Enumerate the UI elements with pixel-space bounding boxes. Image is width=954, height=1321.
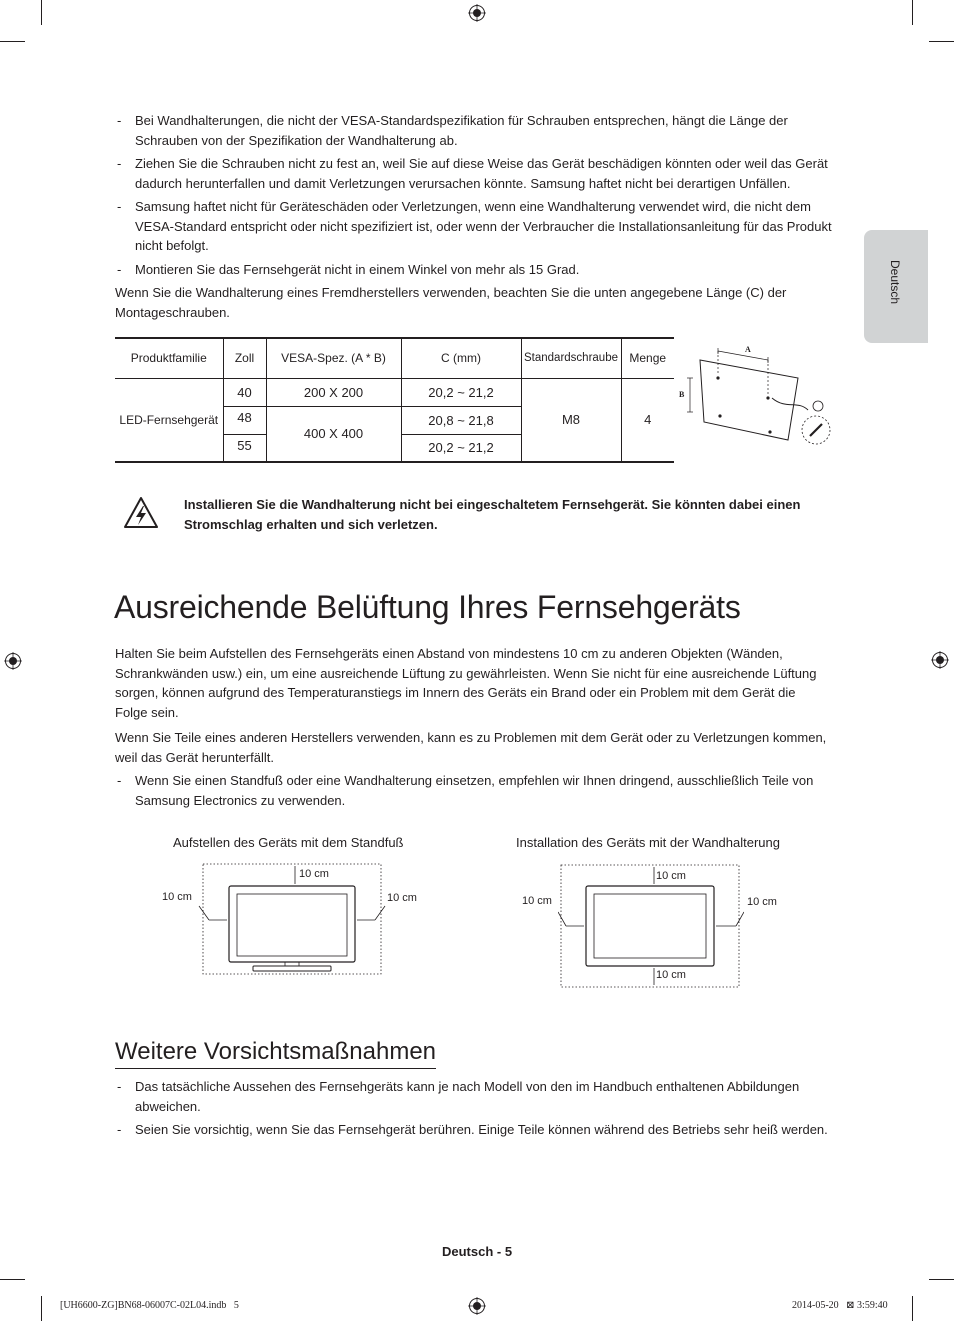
crop-mark	[0, 1279, 25, 1280]
ventilation-paragraph: Halten Sie beim Aufstellen des Fernsehgeräts einen Abstand von mindestens 10 cm zu anderen Objekten (Wänden, Schrankwänden usw.) ein, um eine ausreichende Lüftung zu gewährleisten. Wenn Sie nicht für eine ausreichende Lüftung sorgen, können aufgrund des Temperaturanstiegs im Innern des Geräts ein Brand oder ein Problem mit dem Gerät die Folge sein.	[115, 646, 817, 720]
list-item: - Das tatsächliche Aussehen des Fernsehgeräts kann je nach Modell von den im Handbuch enthaltenen Abbildungen abweichen.	[117, 1079, 800, 1114]
clearance-label-right: 10 cm	[747, 896, 777, 908]
warning-text: Installieren Sie die Wandhalterung nicht bei eingeschaltetem Fernsehgerät. Sie könnten dabei einen Stromschlag erhalten und sich verletzen.	[184, 497, 801, 532]
crop-mark	[41, 0, 42, 25]
dimension-label-b: B	[679, 390, 685, 399]
table-cell: LED-Fernsehgerät	[119, 412, 219, 427]
registration-mark-icon	[468, 4, 486, 22]
table-cell: 20,2 ~ 21,2	[401, 434, 521, 462]
list-item: - Wenn Sie einen Standfuß oder eine Wandhalterung einsetzen, empfehlen wir Ihnen dringend, ausschließlich Teile von Samsung Electronics zu verwenden.	[117, 773, 814, 808]
table-header: C (mm)	[401, 338, 521, 378]
registration-mark-icon	[4, 652, 22, 670]
precautions-bullet-list	[115, 1077, 835, 1144]
clearance-label-bottom: 10 cm	[656, 969, 686, 981]
list-item: - Bei Wandhalterungen, die nicht der VESA-Standardspezifikation für Schrauben entsprechen, hängt die Länge der Schrauben von der Spezifikation der Wandhalterung ab.	[117, 113, 788, 148]
list-item: - Montieren Sie das Fernsehgerät nicht in einem Winkel von mehr als 15 Grad.	[117, 261, 580, 277]
list-item: - Samsung haftet nicht für Geräteschäden oder Verletzungen, wenn eine Wandhalterung verwendet wird, die nicht dem VESA-Standard entspricht oder nicht spezifiziert ist, oder wenn der Verbraucher die Installationsanleitung für das Produkt nicht befolgt.	[117, 199, 832, 253]
wall-bracket-screw-diagram	[676, 340, 836, 452]
clearance-label-top: 10 cm	[656, 870, 686, 882]
crop-mark	[912, 0, 913, 25]
clearance-label-right: 10 cm	[387, 892, 417, 904]
section-title-precautions: Weitere Vorsichtsmaßnahmen	[115, 1038, 436, 1069]
wall-diagram-caption: Installation des Geräts mit der Wandhalterung	[516, 835, 780, 850]
table-cell: 55	[223, 434, 266, 462]
clearance-label-left: 10 cm	[162, 891, 192, 903]
registration-mark-icon	[468, 1297, 486, 1315]
clearance-label-left: 10 cm	[522, 895, 552, 907]
table-cell: 4	[621, 378, 674, 462]
table-header: Menge	[621, 338, 674, 378]
crop-mark	[912, 1296, 913, 1321]
crop-mark	[929, 1279, 954, 1280]
table-cell: 20,8 ~ 21,8	[401, 406, 521, 434]
table-header: Standardschraube	[521, 338, 621, 378]
wall-mount-clearance-diagram	[558, 862, 744, 990]
ventilation-bullet-list	[115, 771, 835, 814]
table-header: Zoll	[223, 338, 266, 378]
print-timestamp: 2014-05-20 ⊠ 3:59:40	[792, 1300, 888, 1311]
intro-paragraph: Wenn Sie die Wandhalterung eines Fremdherstellers verwenden, beachten Sie die unten angegebene Länge (C) der Montageschrauben.	[115, 285, 787, 320]
table-cell: 400 X 400	[266, 406, 401, 462]
table-cell: M8	[521, 378, 621, 462]
list-item: - Ziehen Sie die Schrauben nicht zu fest an, weil Sie auf diese Weise das Gerät beschädigen könnten oder weil das Gerät dadurch herunterfallen und damit Verletzungen verursachen könnte. Samsung haftet nicht bei derartigen Unfällen.	[117, 156, 828, 191]
list-item: - Seien Sie vorsichtig, wenn Sie das Fernsehgerät berühren. Einige Teile können während des Betriebs sehr heiß werden.	[117, 1122, 828, 1137]
language-tab-label: Deutsch	[888, 260, 902, 305]
table-header: VESA-Spez. (A * B)	[266, 338, 401, 378]
registration-mark-icon	[931, 651, 949, 669]
page-number: Deutsch - 5	[442, 1244, 513, 1259]
electric-shock-warning-icon	[123, 496, 159, 530]
top-bullet-list	[115, 111, 835, 283]
table-cell: 200 X 200	[266, 378, 401, 406]
print-file-info: [UH6600-ZG]BN68-06007C-02L04.indb 5	[60, 1300, 239, 1311]
table-cell: 20,2 ~ 21,2	[401, 378, 521, 406]
language-tab	[864, 230, 928, 343]
section-title-ventilation: Ausreichende Belüftung Ihres Fernsehgeräts	[114, 589, 741, 625]
stand-clearance-diagram	[195, 860, 391, 976]
screw-spec-table	[115, 337, 674, 463]
crop-mark	[929, 41, 954, 42]
clearance-label-top: 10 cm	[299, 868, 329, 880]
table-cell: 48	[223, 406, 266, 434]
stand-diagram-caption: Aufstellen des Geräts mit dem Standfuß	[173, 835, 404, 850]
crop-mark	[41, 1296, 42, 1321]
table-header: Produktfamilie	[130, 351, 207, 366]
dimension-label-a: A	[745, 345, 751, 354]
table-cell: 40	[223, 378, 266, 406]
crop-mark	[0, 41, 25, 42]
ventilation-paragraph: Wenn Sie Teile eines anderen Herstellers verwenden, kann es zu Problemen mit dem Gerät oder zu Verletzungen kommen, weil das Gerät herunterfällt.	[115, 730, 827, 765]
